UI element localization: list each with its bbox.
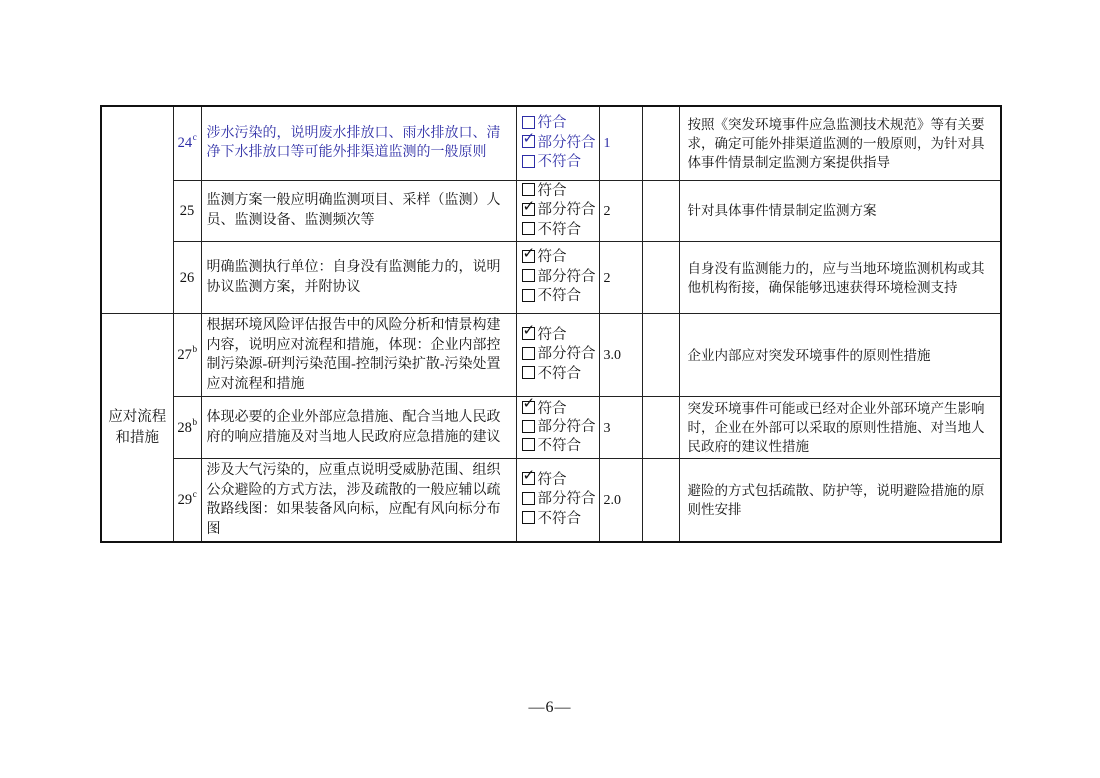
compliance-option-noncomply[interactable] [522, 437, 599, 456]
compliance-option-label: 部分符合 [537, 491, 596, 508]
remark-text: 自身没有监测能力的，应与当地环境监测机构或其他机构衔接，确保能够迅速获得环境检测支持 [679, 242, 1001, 314]
category-cell-empty [101, 106, 173, 314]
checkbox-icon[interactable] [522, 511, 535, 524]
table-row [101, 314, 1001, 397]
compliance-option-label: 不符合 [537, 365, 581, 382]
checkbox-icon[interactable] [522, 438, 535, 451]
table-row [101, 459, 1001, 543]
table-row [101, 242, 1001, 314]
criterion-footnote-mark: c [192, 490, 197, 501]
compliance-option-label: 不符合 [537, 510, 581, 527]
remark-text: 突发环境事件可能或已经对企业外部环境产生影响时，企业在外部可以采取的原则性措施、对当地人民政府的建议性措施 [679, 397, 1001, 459]
remark-text: 按照《突发环境事件应急监测技术规范》等有关要求，确定可能外排渠道监测的一般原则，为针对具体事件情景制定监测方案提供指导 [679, 106, 1001, 180]
criterion-number-text: 26 [179, 269, 195, 286]
table-row [101, 397, 1001, 459]
compliance-option-comply[interactable] [522, 248, 599, 268]
empty-cell [642, 314, 679, 397]
compliance-option-label: 不符合 [537, 221, 581, 238]
empty-cell [642, 180, 679, 242]
checkbox-icon[interactable] [522, 289, 535, 302]
compliance-option-label: 不符合 [537, 154, 581, 170]
compliance-option-partial[interactable] [522, 345, 599, 365]
compliance-option-label: 符合 [537, 182, 567, 199]
checkbox-icon[interactable] [522, 155, 535, 168]
criterion-number [173, 180, 201, 242]
criterion-text: 监测方案一般应明确监测项目、采样（监测）人员、监测设备、监测频次等 [201, 180, 516, 242]
criterion-number [173, 242, 201, 314]
compliance-option-comply[interactable] [522, 326, 599, 346]
checkbox-checked-icon[interactable] [522, 327, 535, 340]
compliance-option-label: 部分符合 [537, 346, 596, 363]
compliance-options [516, 314, 599, 397]
empty-cell [642, 106, 679, 180]
score-value: 3 [599, 397, 642, 459]
compliance-option-partial[interactable] [522, 418, 599, 437]
criterion-text: 体现必要的企业外部应急措施、配合当地人民政府的响应措施及对当地人民政府应急措施的建议 [201, 397, 516, 459]
checkbox-checked-icon[interactable] [522, 203, 535, 216]
compliance-option-noncomply[interactable] [522, 365, 599, 385]
compliance-option-label: 不符合 [537, 288, 581, 305]
checkbox-icon[interactable] [522, 347, 535, 360]
checkbox-icon[interactable] [522, 366, 535, 379]
criterion-number-text: 28 [177, 419, 192, 436]
compliance-option-label: 符合 [537, 326, 567, 343]
compliance-options [516, 397, 599, 459]
criterion-text: 根据环境风险评估报告中的风险分析和情景构建内容，说明应对流程和措施，体现：企业内部控制污染源-研判污染范围-控制污染扩散-污染处置应对流程和措施 [201, 314, 516, 397]
empty-cell [642, 459, 679, 543]
checkbox-icon[interactable] [522, 116, 535, 129]
checkbox-checked-icon[interactable] [522, 250, 535, 263]
compliance-option-comply[interactable] [522, 471, 599, 491]
criterion-number [173, 314, 201, 397]
criterion-footnote-mark: b [192, 417, 198, 428]
compliance-option-noncomply[interactable] [522, 221, 599, 241]
compliance-option-comply[interactable] [522, 400, 599, 419]
category-label: 应对流程和措施 [101, 314, 173, 543]
checkbox-icon[interactable] [522, 269, 535, 282]
criterion-number-text: 29 [177, 491, 193, 508]
compliance-option-label: 部分符合 [537, 268, 596, 285]
criterion-number [173, 106, 201, 180]
compliance-options [516, 180, 599, 242]
compliance-option-noncomply[interactable] [522, 153, 599, 173]
score-value: 2 [599, 180, 642, 242]
criterion-text: 涉水污染的，说明废水排放口、雨水排放口、清净下水排放口等可能外排渠道监测的一般原则 [201, 106, 516, 180]
compliance-option-partial[interactable] [522, 268, 599, 288]
checkbox-icon[interactable] [522, 222, 535, 235]
table-row [101, 106, 1001, 180]
criterion-footnote-mark: c [192, 133, 197, 144]
page-number: —6— [528, 699, 572, 716]
criterion-number [173, 459, 201, 543]
score-value: 2.0 [599, 459, 642, 543]
compliance-options [516, 459, 599, 543]
compliance-option-label: 部分符合 [537, 134, 596, 151]
compliance-option-label: 部分符合 [537, 419, 596, 436]
checkbox-icon[interactable] [522, 492, 535, 505]
compliance-option-label: 符合 [537, 400, 567, 417]
criterion-footnote-mark: b [192, 345, 198, 356]
criterion-number-text: 24 [177, 135, 193, 152]
compliance-options [516, 242, 599, 314]
empty-cell [642, 242, 679, 314]
compliance-option-label: 符合 [537, 471, 567, 488]
table-row [101, 180, 1001, 242]
remark-text: 避险的方式包括疏散、防护等，说明避险措施的原则性安排 [679, 459, 1001, 543]
compliance-option-partial[interactable] [522, 490, 599, 510]
checkbox-checked-icon[interactable] [522, 401, 535, 414]
compliance-option-label: 不符合 [537, 437, 581, 454]
empty-cell [642, 397, 679, 459]
checkbox-checked-icon[interactable] [522, 135, 535, 148]
checkbox-checked-icon[interactable] [522, 472, 535, 485]
criterion-number-text: 25 [179, 202, 195, 219]
checkbox-icon[interactable] [522, 420, 535, 433]
compliance-option-noncomply[interactable] [522, 510, 599, 530]
criterion-text: 明确监测执行单位：自身没有监测能力的，说明协议监测方案，并附协议 [201, 242, 516, 314]
criterion-text: 涉及大气污染的，应重点说明受威胁范围、组织公众避险的方式方法，涉及疏散的一般应辅以疏散路线图：如果装备风向标，应配有风向标分布图 [201, 459, 516, 543]
assessment-table [100, 105, 1002, 543]
compliance-options [516, 106, 599, 180]
compliance-option-partial[interactable] [522, 201, 599, 221]
checkbox-icon[interactable] [522, 183, 535, 196]
remark-text: 针对具体事件情景制定监测方案 [679, 180, 1001, 242]
criterion-number [173, 397, 201, 459]
compliance-option-partial[interactable] [522, 134, 599, 154]
remark-text: 企业内部应对突发环境事件的原则性措施 [679, 314, 1001, 397]
score-value: 1 [599, 106, 642, 180]
compliance-option-label: 符合 [537, 249, 567, 266]
compliance-option-noncomply[interactable] [522, 287, 599, 307]
score-value: 3.0 [599, 314, 642, 397]
compliance-option-label: 符合 [537, 115, 567, 131]
compliance-option-label: 部分符合 [537, 202, 596, 218]
score-value: 2 [599, 242, 642, 314]
criterion-number-text: 27 [177, 346, 192, 363]
